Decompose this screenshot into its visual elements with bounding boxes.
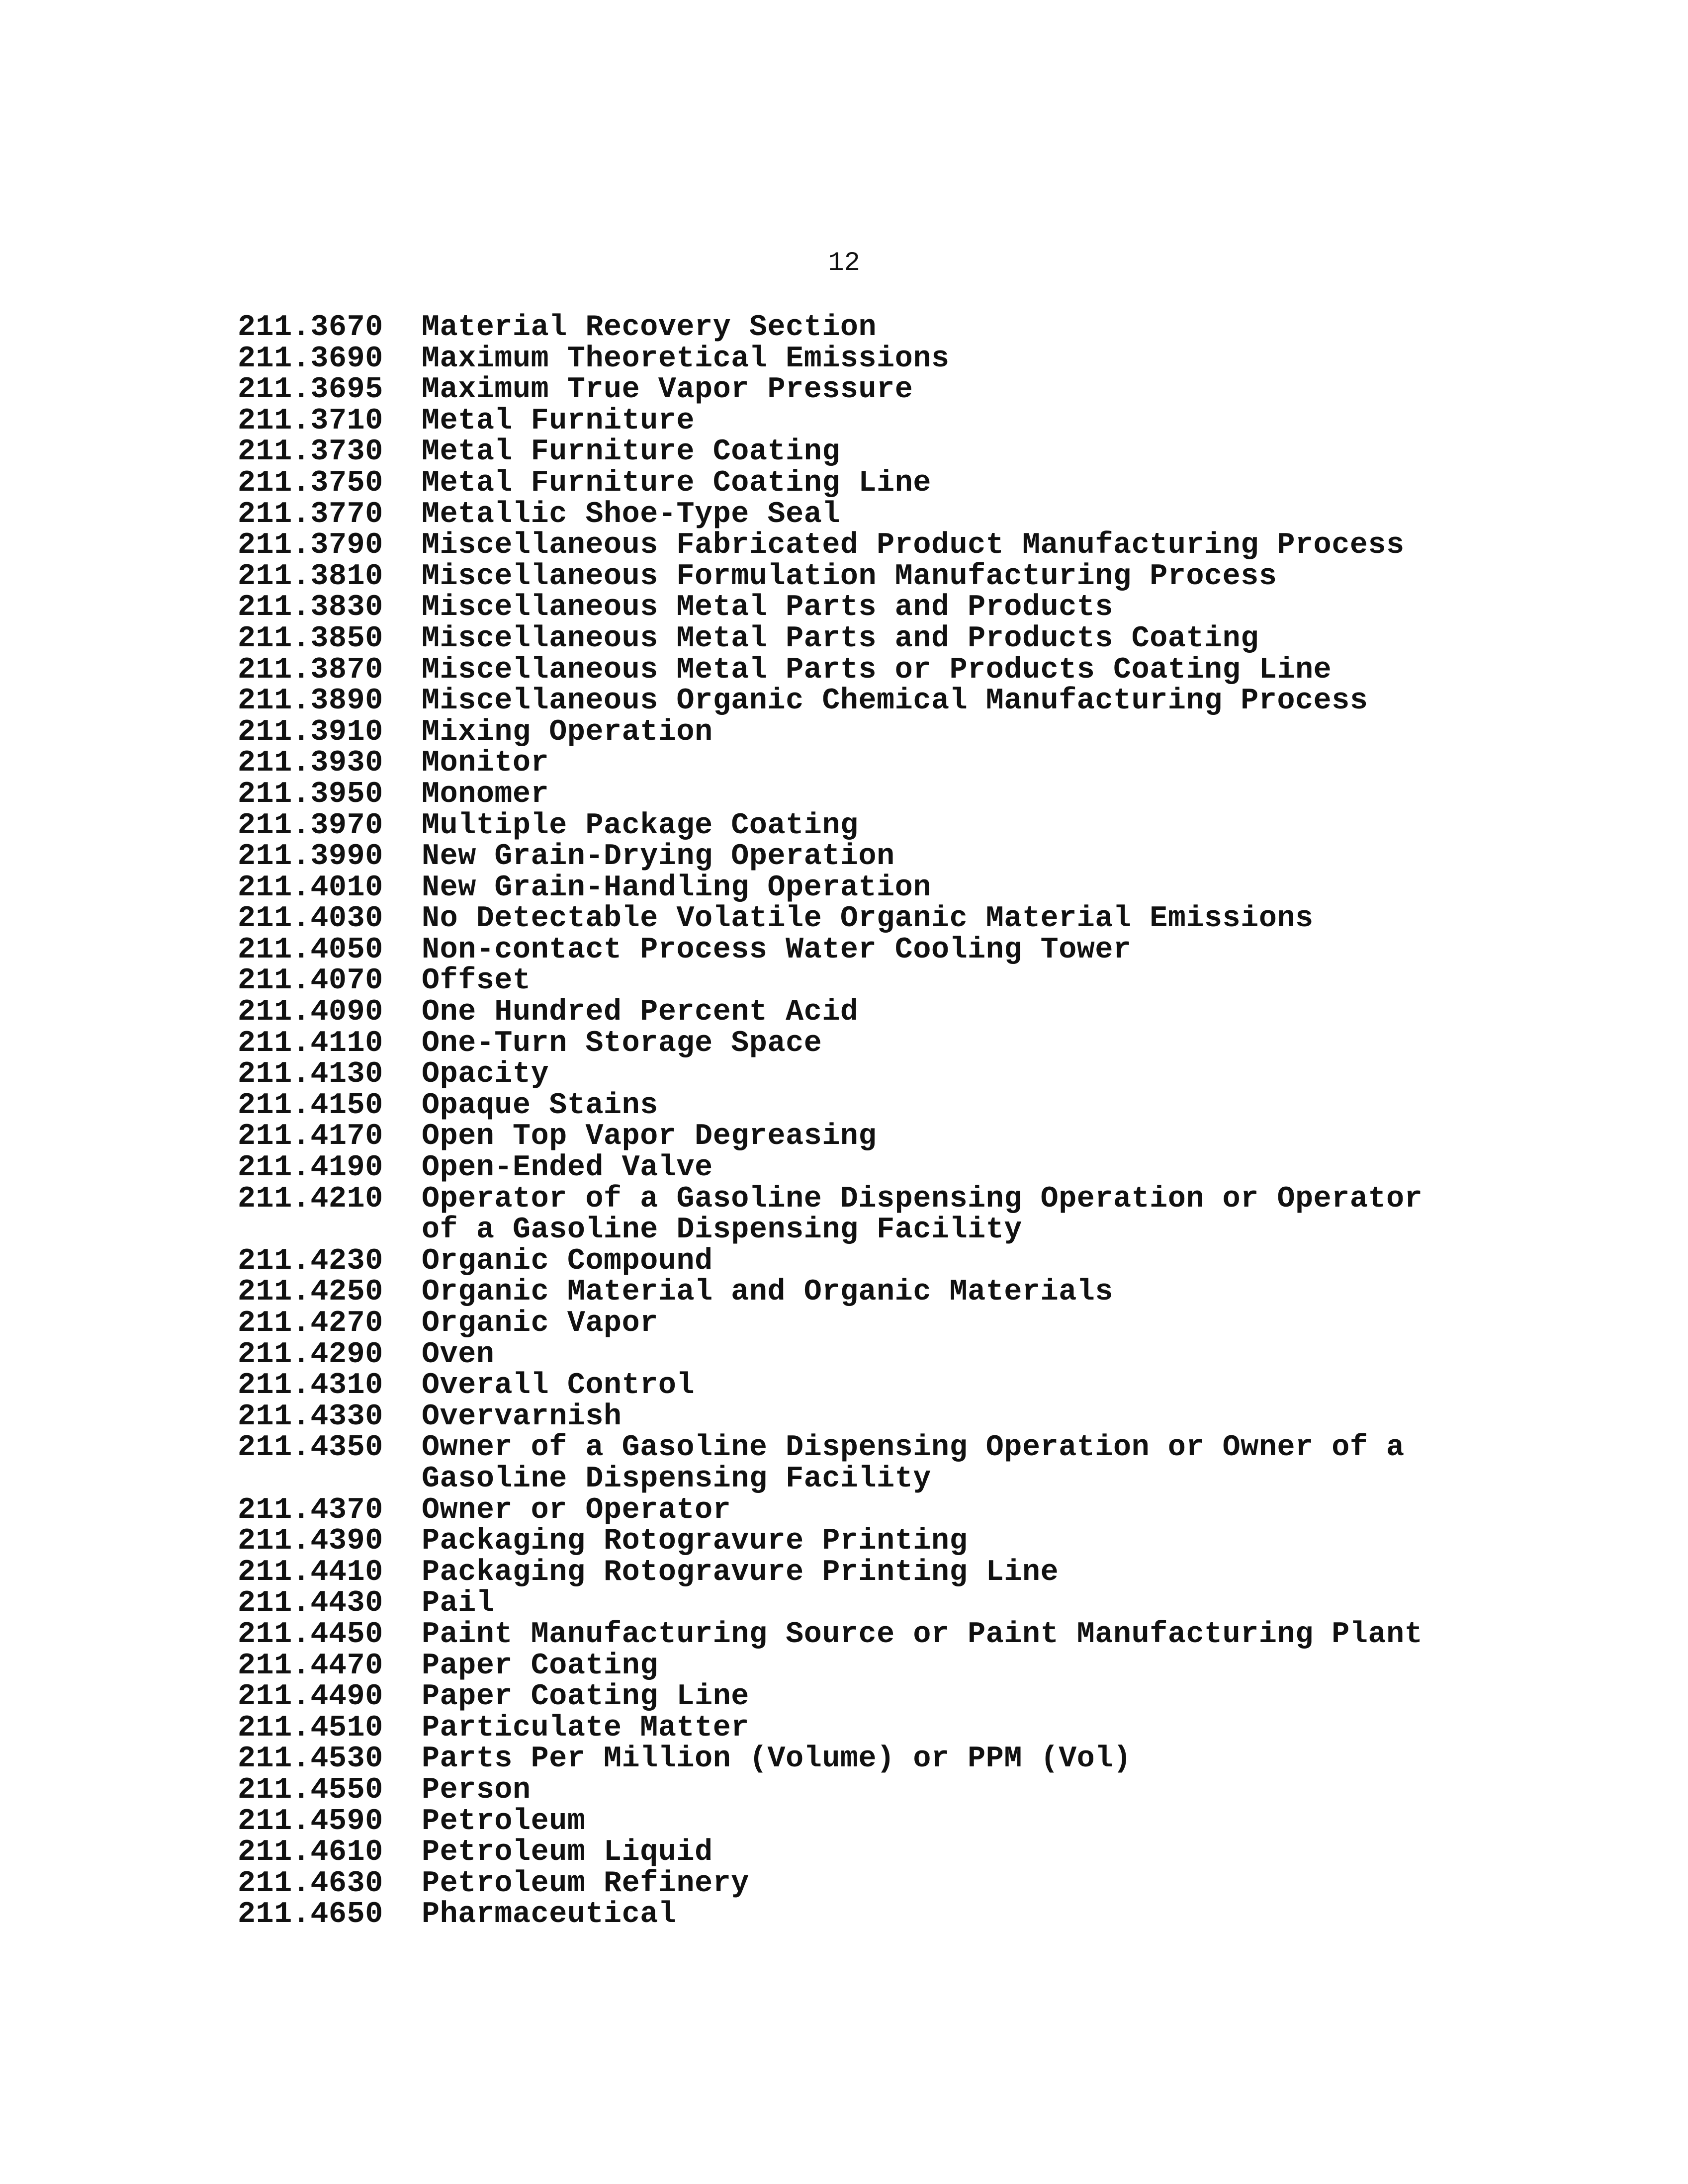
section-number: 211.4290 [238, 1337, 383, 1372]
section-entry [238, 1246, 1461, 1277]
section-title: Owner of a Gasoline Dispensing Operation or Owner of a Gasoline Dispensing Facility [422, 1431, 1405, 1496]
section-entry [238, 374, 1461, 406]
section-entry [238, 1651, 1461, 1682]
section-list [238, 312, 1461, 1930]
section-number: 211.4030 [238, 902, 383, 936]
section-number: 211.3890 [238, 684, 383, 718]
section-title: Non-contact Process Water Cooling Tower [422, 933, 1132, 967]
section-entry [238, 1588, 1461, 1619]
section-title: Paper Coating [422, 1649, 658, 1683]
section-title: Parts Per Million (Volume) or PPM (Vol) [422, 1742, 1132, 1776]
section-entry [238, 1121, 1461, 1152]
section-title: Metal Furniture Coating [422, 435, 840, 469]
section-number: 211.4310 [238, 1369, 383, 1403]
section-entry [238, 406, 1461, 437]
section-number: 211.3950 [238, 777, 383, 811]
section-number: 211.4350 [238, 1431, 383, 1465]
section-number: 211.3750 [238, 466, 383, 500]
section-title: New Grain-Handling Operation [422, 871, 931, 905]
section-title: Paper Coating Line [422, 1680, 749, 1714]
section-number: 211.3710 [238, 404, 383, 438]
section-number: 211.3970 [238, 808, 383, 843]
section-entry [238, 1370, 1461, 1401]
section-number: 211.3695 [238, 373, 383, 407]
section-entry [238, 655, 1461, 686]
section-number: 211.3690 [238, 342, 383, 376]
section-number: 211.4610 [238, 1835, 383, 1870]
section-number: 211.4190 [238, 1151, 383, 1185]
section-entry [238, 1526, 1461, 1557]
section-entry [238, 717, 1461, 748]
section-entry [238, 1899, 1461, 1930]
section-number: 211.4490 [238, 1680, 383, 1714]
section-number: 211.4650 [238, 1898, 383, 1932]
section-number: 211.4150 [238, 1088, 383, 1123]
section-title: Miscellaneous Formulation Manufacturing Process [422, 559, 1277, 594]
section-number: 211.4010 [238, 871, 383, 905]
section-entry [238, 1152, 1461, 1184]
section-title: Open-Ended Valve [422, 1151, 713, 1185]
section-entry [238, 935, 1461, 966]
section-title: Mixing Operation [422, 715, 713, 749]
section-entry [238, 1339, 1461, 1371]
section-title: Petroleum Refinery [422, 1866, 749, 1901]
section-title: Organic Compound [422, 1244, 713, 1278]
section-title: Monomer [422, 777, 549, 811]
section-title: Maximum True Vapor Pressure [422, 373, 913, 407]
section-number: 211.4130 [238, 1057, 383, 1092]
section-number: 211.3670 [238, 311, 383, 345]
section-number: 211.3770 [238, 497, 383, 531]
section-number: 211.3730 [238, 435, 383, 469]
section-entry [238, 1681, 1461, 1713]
section-title: Pharmaceutical [422, 1898, 677, 1932]
section-number: 211.4330 [238, 1399, 383, 1434]
section-entry [238, 1837, 1461, 1868]
section-title: One Hundred Percent Acid [422, 995, 859, 1030]
section-entry [238, 873, 1461, 904]
section-number: 211.4170 [238, 1120, 383, 1154]
section-title: Particulate Matter [422, 1711, 749, 1745]
section-title: Opacity [422, 1057, 549, 1092]
section-number: 211.4070 [238, 964, 383, 998]
section-title: Organic Material and Organic Materials [422, 1275, 1114, 1310]
section-entry [238, 841, 1461, 873]
section-title: Owner or Operator [422, 1493, 731, 1527]
section-entry [238, 1868, 1461, 1900]
section-entry [238, 1277, 1461, 1308]
section-number: 211.3850 [238, 621, 383, 656]
section-title: Petroleum Liquid [422, 1835, 713, 1870]
section-title: New Grain-Drying Operation [422, 840, 895, 874]
section-title: Miscellaneous Metal Parts or Products Coating Line [422, 653, 1332, 687]
section-number: 211.3990 [238, 840, 383, 874]
section-title: Multiple Package Coating [422, 808, 859, 843]
section-number: 211.4430 [238, 1586, 383, 1621]
section-entry [238, 592, 1461, 623]
section-number: 211.4630 [238, 1866, 383, 1901]
section-title: Metallic Shoe-Type Seal [422, 497, 840, 531]
section-number: 211.4250 [238, 1275, 383, 1310]
section-entry [238, 468, 1461, 499]
section-title: Metal Furniture [422, 404, 695, 438]
section-number: 211.4230 [238, 1244, 383, 1278]
section-title: Material Recovery Section [422, 311, 877, 345]
section-entry [238, 312, 1461, 344]
section-number: 211.4470 [238, 1649, 383, 1683]
section-entry [238, 437, 1461, 468]
section-entry [238, 1619, 1461, 1651]
section-entry [238, 623, 1461, 655]
section-title: Opaque Stains [422, 1088, 658, 1123]
section-number: 211.3910 [238, 715, 383, 749]
section-title: Miscellaneous Fabricated Product Manufacturing Process [422, 528, 1405, 563]
section-number: 211.4090 [238, 995, 383, 1030]
section-entry [238, 779, 1461, 810]
section-entry [238, 1090, 1461, 1122]
section-entry [238, 748, 1461, 779]
section-number: 211.4210 [238, 1182, 383, 1216]
section-entry [238, 903, 1461, 935]
section-entry [238, 499, 1461, 530]
section-entry [238, 686, 1461, 717]
section-title: Packaging Rotogravure Printing [422, 1524, 968, 1559]
section-number: 211.4050 [238, 933, 383, 967]
section-number: 211.4530 [238, 1742, 383, 1776]
section-title: Person [422, 1773, 531, 1807]
section-title: Maximum Theoretical Emissions [422, 342, 950, 376]
section-number: 211.3810 [238, 559, 383, 594]
section-title: One-Turn Storage Space [422, 1026, 822, 1060]
section-entry [238, 1059, 1461, 1090]
section-entry [238, 997, 1461, 1028]
section-title: Operator of a Gasoline Dispensing Operation or Operator of a Gasoline Dispensing Facility [422, 1182, 1423, 1247]
section-entry [238, 965, 1461, 997]
section-title: Pail [422, 1586, 495, 1621]
section-number: 211.4410 [238, 1555, 383, 1589]
section-entry [238, 1806, 1461, 1837]
section-title: Monitor [422, 746, 549, 781]
section-entry [238, 1495, 1461, 1526]
section-entry [238, 1308, 1461, 1339]
section-number: 211.3870 [238, 653, 383, 687]
section-number: 211.4590 [238, 1804, 383, 1838]
section-entry [238, 1557, 1461, 1588]
section-entry [238, 530, 1461, 561]
section-number: 211.4510 [238, 1711, 383, 1745]
section-title: Offset [422, 964, 531, 998]
section-number: 211.4110 [238, 1026, 383, 1060]
section-number: 211.3790 [238, 528, 383, 563]
section-title: Metal Furniture Coating Line [422, 466, 931, 500]
section-entry [238, 1432, 1461, 1494]
section-number: 211.4390 [238, 1524, 383, 1559]
section-entry [238, 561, 1461, 593]
section-title: Miscellaneous Metal Parts and Products [422, 591, 1114, 625]
section-number: 211.3930 [238, 746, 383, 781]
section-title: Paint Manufacturing Source or Paint Manufacturing Plant [422, 1617, 1423, 1652]
section-title: Packaging Rotogravure Printing Line [422, 1555, 1059, 1589]
section-entry [238, 810, 1461, 842]
section-title: Miscellaneous Organic Chemical Manufacturing Process [422, 684, 1368, 718]
section-entry [238, 1713, 1461, 1744]
section-title: Overall Control [422, 1369, 695, 1403]
section-entry [238, 1775, 1461, 1806]
section-number: 211.4550 [238, 1773, 383, 1807]
page-number: 12 [828, 248, 860, 278]
section-number: 211.3830 [238, 591, 383, 625]
section-title: Petroleum [422, 1804, 586, 1838]
section-title: Oven [422, 1337, 495, 1372]
section-number: 211.4370 [238, 1493, 383, 1527]
section-entry [238, 1184, 1461, 1246]
section-number: 211.4270 [238, 1307, 383, 1340]
section-title: Organic Vapor [422, 1307, 658, 1340]
section-title: No Detectable Volatile Organic Material Emissions [422, 902, 1314, 936]
section-title: Miscellaneous Metal Parts and Products Coating [422, 621, 1259, 656]
section-title: Open Top Vapor Degreasing [422, 1120, 877, 1154]
section-title: Overvarnish [422, 1399, 622, 1434]
section-number: 211.4450 [238, 1617, 383, 1652]
section-entry [238, 1744, 1461, 1775]
section-entry [238, 1401, 1461, 1433]
section-entry [238, 344, 1461, 375]
section-entry [238, 1028, 1461, 1059]
